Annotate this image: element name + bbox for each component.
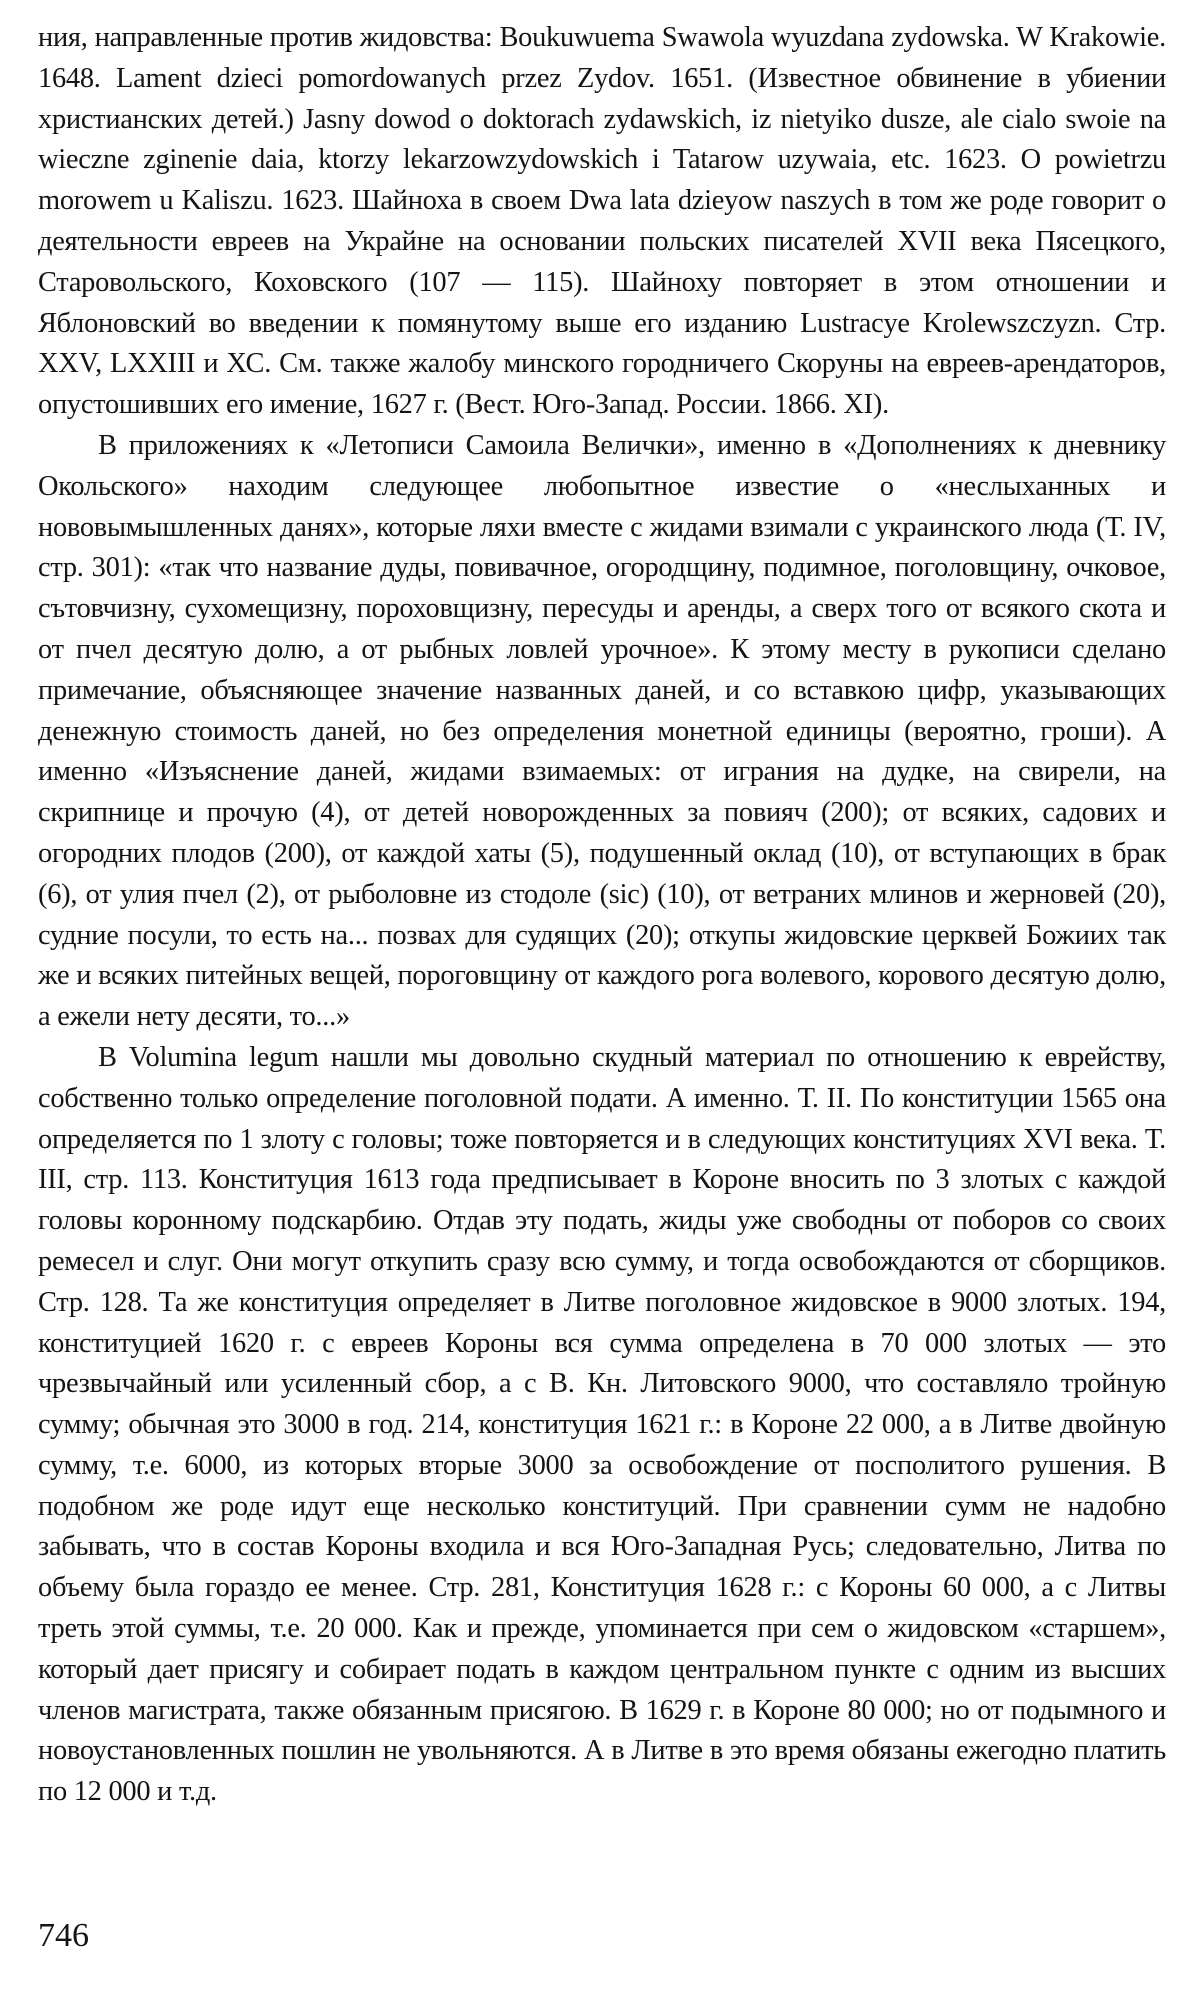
paragraph-3: В Volumina legum нашли мы довольно скудный материал по отношению к еврейству, собственно только определение поголовной подати. А именно. Т. II. По конституции 1565 она определяется по 1 злоту с головы; тоже повторяется и в следующих конституциях XVI века. Т. III, стр. 113. Конституция 1613 года предписывает в Короне вносить по 3 злотых с каждой головы коронному подскарбию. Отдав эту подать, жиды уже свободны от поборов со своих ремесел и слуг. Они могут откупить сразу всю сумму, и тогда освобождаются от сборщиков. Стр. 128. Та же конституция определяет в Литве поголовное жидовское в 9000 злотых. 194, конституцией 1620 г. с евреев Короны вся сумма определена в 70 000 злотых — это чрезвычайный или усиленный сбор, а с В. Кн. Литовского 9000, что составляло тройную сумму; обычная это 3000 в год. 214, конституция 1621 г.: в Короне 22 000, а в Литве двойную сумму, т.е. 6000, из которых вторые 3000 за освобождение от посполитого рушения. В подобном же роде идут еще несколько конституций. При сравнении сумм не надобно забывать, что в состав Короны входила и вся Юго-Западная Русь; следовательно, Литва по объему была гораздо ее менее. Стр. 281, Конституция 1628 г.: с Короны 60 000, а с Литвы треть этой суммы, т.е. 20 000. Как и прежде, упоминается при сем о жидовском «старшем», который дает присягу и собирает подать в каждом центральном пункте с одним из высших членов магистрата, также обязанным присягою. В 1629 г. в Короне 80 000; но от подымного и новоустановленных пошлин не увольняются. А в Литве в это время обязаны ежегодно платить по 12 000 и т.д. <box>38 1041 1166 1808</box>
paragraph-1: ния, направленные против жидовства: Boukuwuema Swawola wyuzdana zydowska. W Krakowie. 1648. Lament dzieci pomordowanych przez Zydov. 1651. (Известное обвинение в убиении христианских детей.) Jasny dowod o doktorach zydawskich, iz nietyiko dusze, ale cialo swoie na wieczne zginenie daia, ktorzy lekarzowzydowskich i Tatarow uzywaia, etc. 1623. O powietrzu morowem u Kaliszu. 1623. Шайноха в своем Dwa lata dzieyow naszych в том же роде говорит о деятельности евреев на Украйне на основании польских писателей XVII века Пясецкого, Старовольского, Коховского (107 — 115). Шайноху повторяет в этом отношении и Яблоновский во введении к помянутому выше его изданию Lustracye Krolewszczyzn. Стр. XXV, LXXIII и ХС. См. также жалобу минского городничего Скоруны на евреев-арендаторов, опустошивших его имение, 1627 г. (Вест. Юго-Запад. России. 1866. XI). <box>38 22 1166 421</box>
page-number: 746 <box>38 1917 89 1954</box>
paragraph-2: В приложениях к «Летописи Самоила Велички», именно в «Дополнениях к дневнику Окольского» находим следующее любопытное известие о «неслыханных и нововымышленных данях», которые ляхи вместе с жидами взимали с украинского люда (Т. IV, стр. 301): «так что название дуды, повивачное, огородщину, подимное, поголовщину, очковое, сътовчизну, сухомещизну, пороховщизну, пересуды и аренды, а сверх того от всякого скота и от пчел десятую долю, а от рыбных ловлей урочное». К этому месту в рукописи сделано примечание, объясняющее значение названных даней, и со вставкою цифр, указывающих денежную стоимость даней, но без определения монетной единицы (вероятно, гроши). А именно «Изъяснение даней, жидами взимаемых: от играния на дудке, на свирели, на скрипнице и прочую (4), от детей новорожденных за повияч (200); от всяких, садових и огородних плодов (200), от каждой хаты (5), подушенный оклад (10), от вступающих в брак (6), от улия пчел (2), от рыболовне из стодоле (sic) (10), от ветраних млинов и жерновей (20), судние посули, то есть на... позвах для судящих (20); откупы жидовские церквей Божиих так же и всяких питейных вещей, пороговщину от каждого рога волевого, корового десятую долю, а ежели нету десяти, то...» <box>38 429 1166 1033</box>
page-body <box>38 18 1166 1813</box>
